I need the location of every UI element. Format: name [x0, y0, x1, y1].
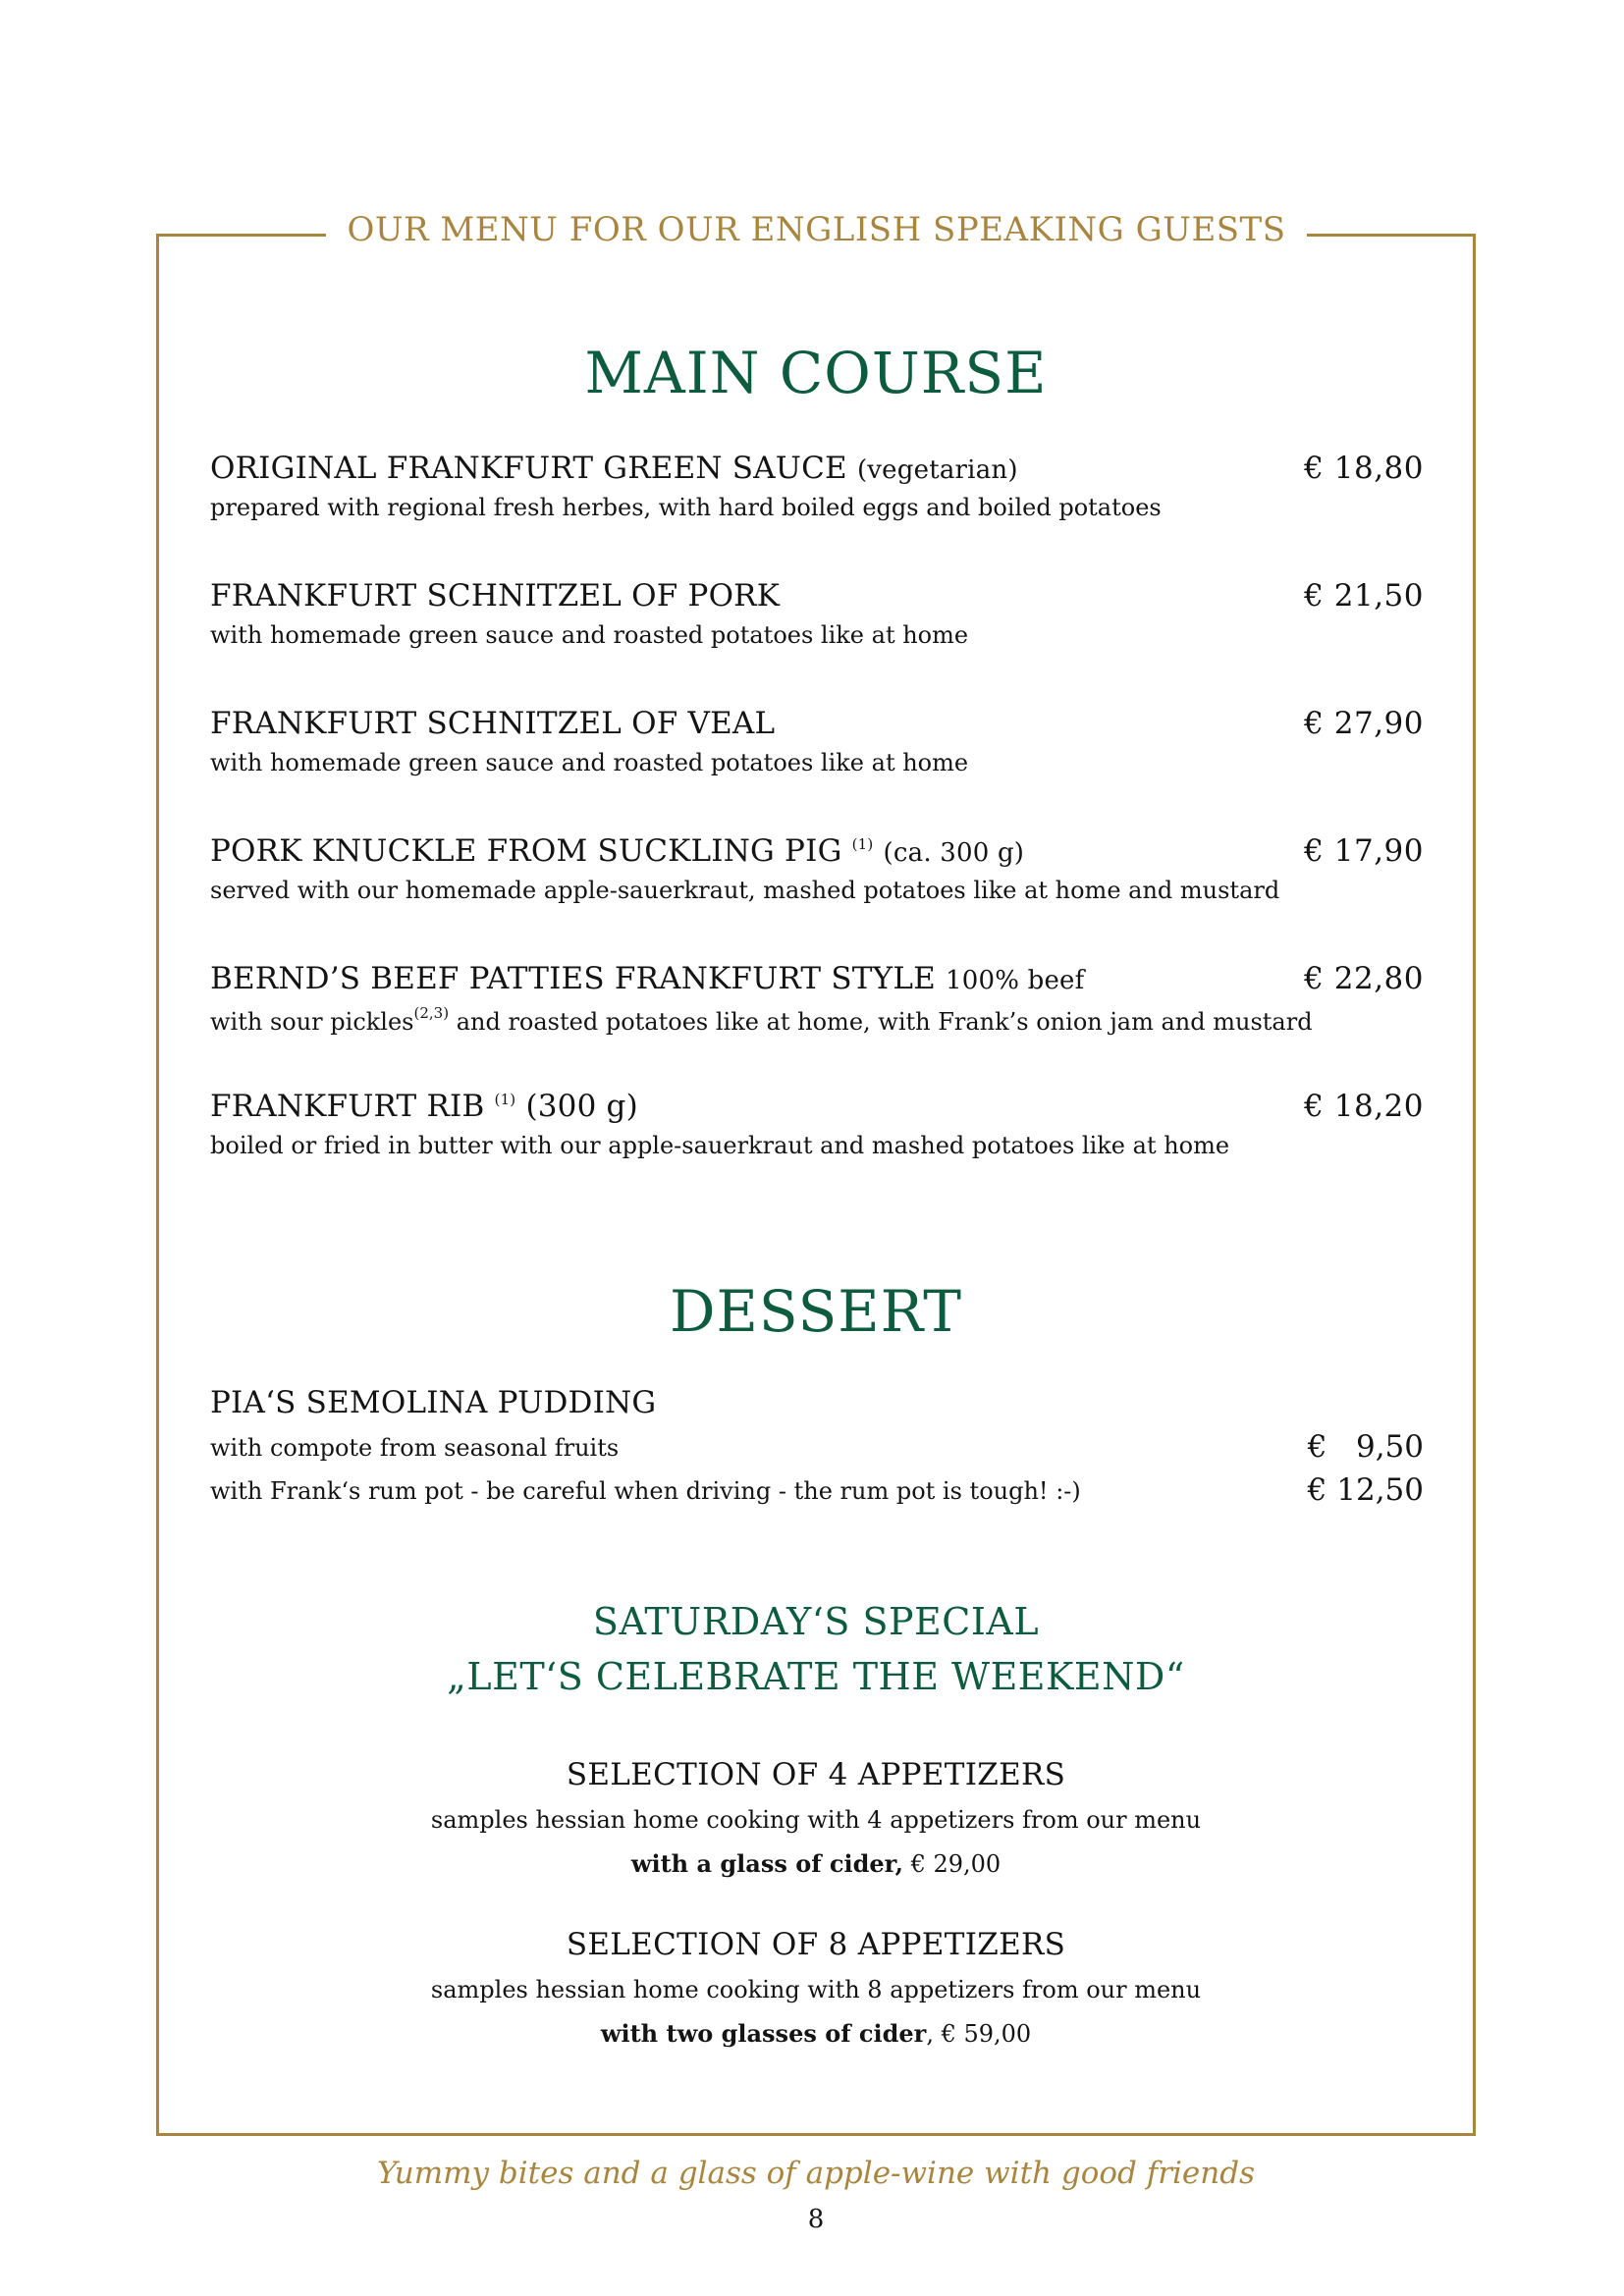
option-description: with Frank‘s rum pot - be careful when driving - the rum pot is tough! :-) — [210, 1477, 1081, 1505]
menu-item-beef-patties — [210, 961, 1424, 1036]
dessert-option-rum-pot — [210, 1472, 1424, 1508]
item-price: € 17,90 — [1304, 833, 1424, 869]
item-name: BERND’S BEEF PATTIES FRANKFURT STYLE 100% beef — [210, 961, 1085, 996]
main-course-title: MAIN COURSE — [584, 340, 1048, 406]
item-name: PORK KNUCKLE FROM SUCKLING PIG $^{(1)}$ (ca. 300 g) — [210, 833, 1025, 869]
selection-4-description: samples hessian home cooking with 4 appetizers from our menu — [430, 1806, 1202, 1834]
item-price: € 18,80 — [1304, 451, 1424, 486]
selection-8-description: samples hessian home cooking with 8 appetizers from our menu — [430, 1976, 1202, 2003]
special-title-line2: „LET‘S CELEBRATE THE WEEKEND“ — [447, 1655, 1185, 1698]
menu-item-schnitzel-veal — [210, 706, 1424, 776]
menu-item-frankfurt-rib — [210, 1089, 1424, 1159]
item-price: € 18,20 — [1304, 1089, 1424, 1124]
selection-8-offer: with two glasses of cider, € 59,00 — [600, 2019, 1032, 2048]
selection-8-title: SELECTION OF 8 APPETIZERS — [566, 1927, 1066, 1962]
option-price: € 9,50 — [1307, 1429, 1424, 1465]
dessert-option-compote — [210, 1429, 1424, 1465]
frame-top-left-line — [156, 234, 326, 237]
item-description: with homemade green sauce and roasted potatoes like at home — [210, 749, 969, 776]
item-description: with homemade green sauce and roasted potatoes like at home — [210, 621, 969, 649]
menu-item-pork-knuckle — [210, 833, 1424, 904]
selection-4-offer: with a glass of cider, € 29,00 — [630, 1849, 1001, 1878]
item-description: served with our homemade apple-sauerkraut, mashed potatoes like at home and mustard — [210, 877, 1280, 904]
menu-item-schnitzel-pork — [210, 578, 1424, 649]
item-name: FRANKFURT SCHNITZEL OF PORK — [210, 578, 781, 614]
special-title-line1: SATURDAY‘S SPECIAL — [592, 1600, 1040, 1643]
item-name: FRANKFURT SCHNITZEL OF VEAL — [210, 706, 776, 741]
item-description: boiled or fried in butter with our apple-sauerkraut and mashed potatoes like at home — [210, 1132, 1230, 1159]
item-price: € 27,90 — [1304, 706, 1424, 741]
page-number: 8 — [807, 2205, 825, 2234]
dessert-title: DESSERT — [670, 1278, 962, 1345]
item-price: € 21,50 — [1304, 578, 1424, 614]
item-price: € 22,80 — [1304, 961, 1424, 996]
dessert-item-semolina — [210, 1385, 1424, 1420]
item-description: with sour pickles$^{(2,3)}$ and roasted potatoes like at home, with Frank’s onion jam and mustard — [210, 1004, 1313, 1036]
item-name: ORIGINAL FRANKFURT GREEN SAUCE (vegetarian) — [210, 451, 1018, 486]
frame-top-right-line — [1307, 234, 1476, 237]
item-description: prepared with regional fresh herbes, with hard boiled eggs and boiled potatoes — [210, 494, 1162, 521]
option-description: with compote from seasonal fruits — [210, 1434, 620, 1462]
selection-4-title: SELECTION OF 4 APPETIZERS — [566, 1757, 1066, 1792]
option-price: € 12,50 — [1307, 1472, 1424, 1508]
header-title: OUR MENU FOR OUR ENGLISH SPEAKING GUESTS — [347, 210, 1286, 249]
footer-slogan: Yummy bites and a glass of apple-wine with good friends — [377, 2156, 1255, 2191]
menu-item-green-sauce — [210, 451, 1424, 521]
item-name: PIA‘S SEMOLINA PUDDING — [210, 1385, 657, 1420]
item-name: FRANKFURT RIB $^{(1)}$ (300 g) — [210, 1089, 638, 1124]
